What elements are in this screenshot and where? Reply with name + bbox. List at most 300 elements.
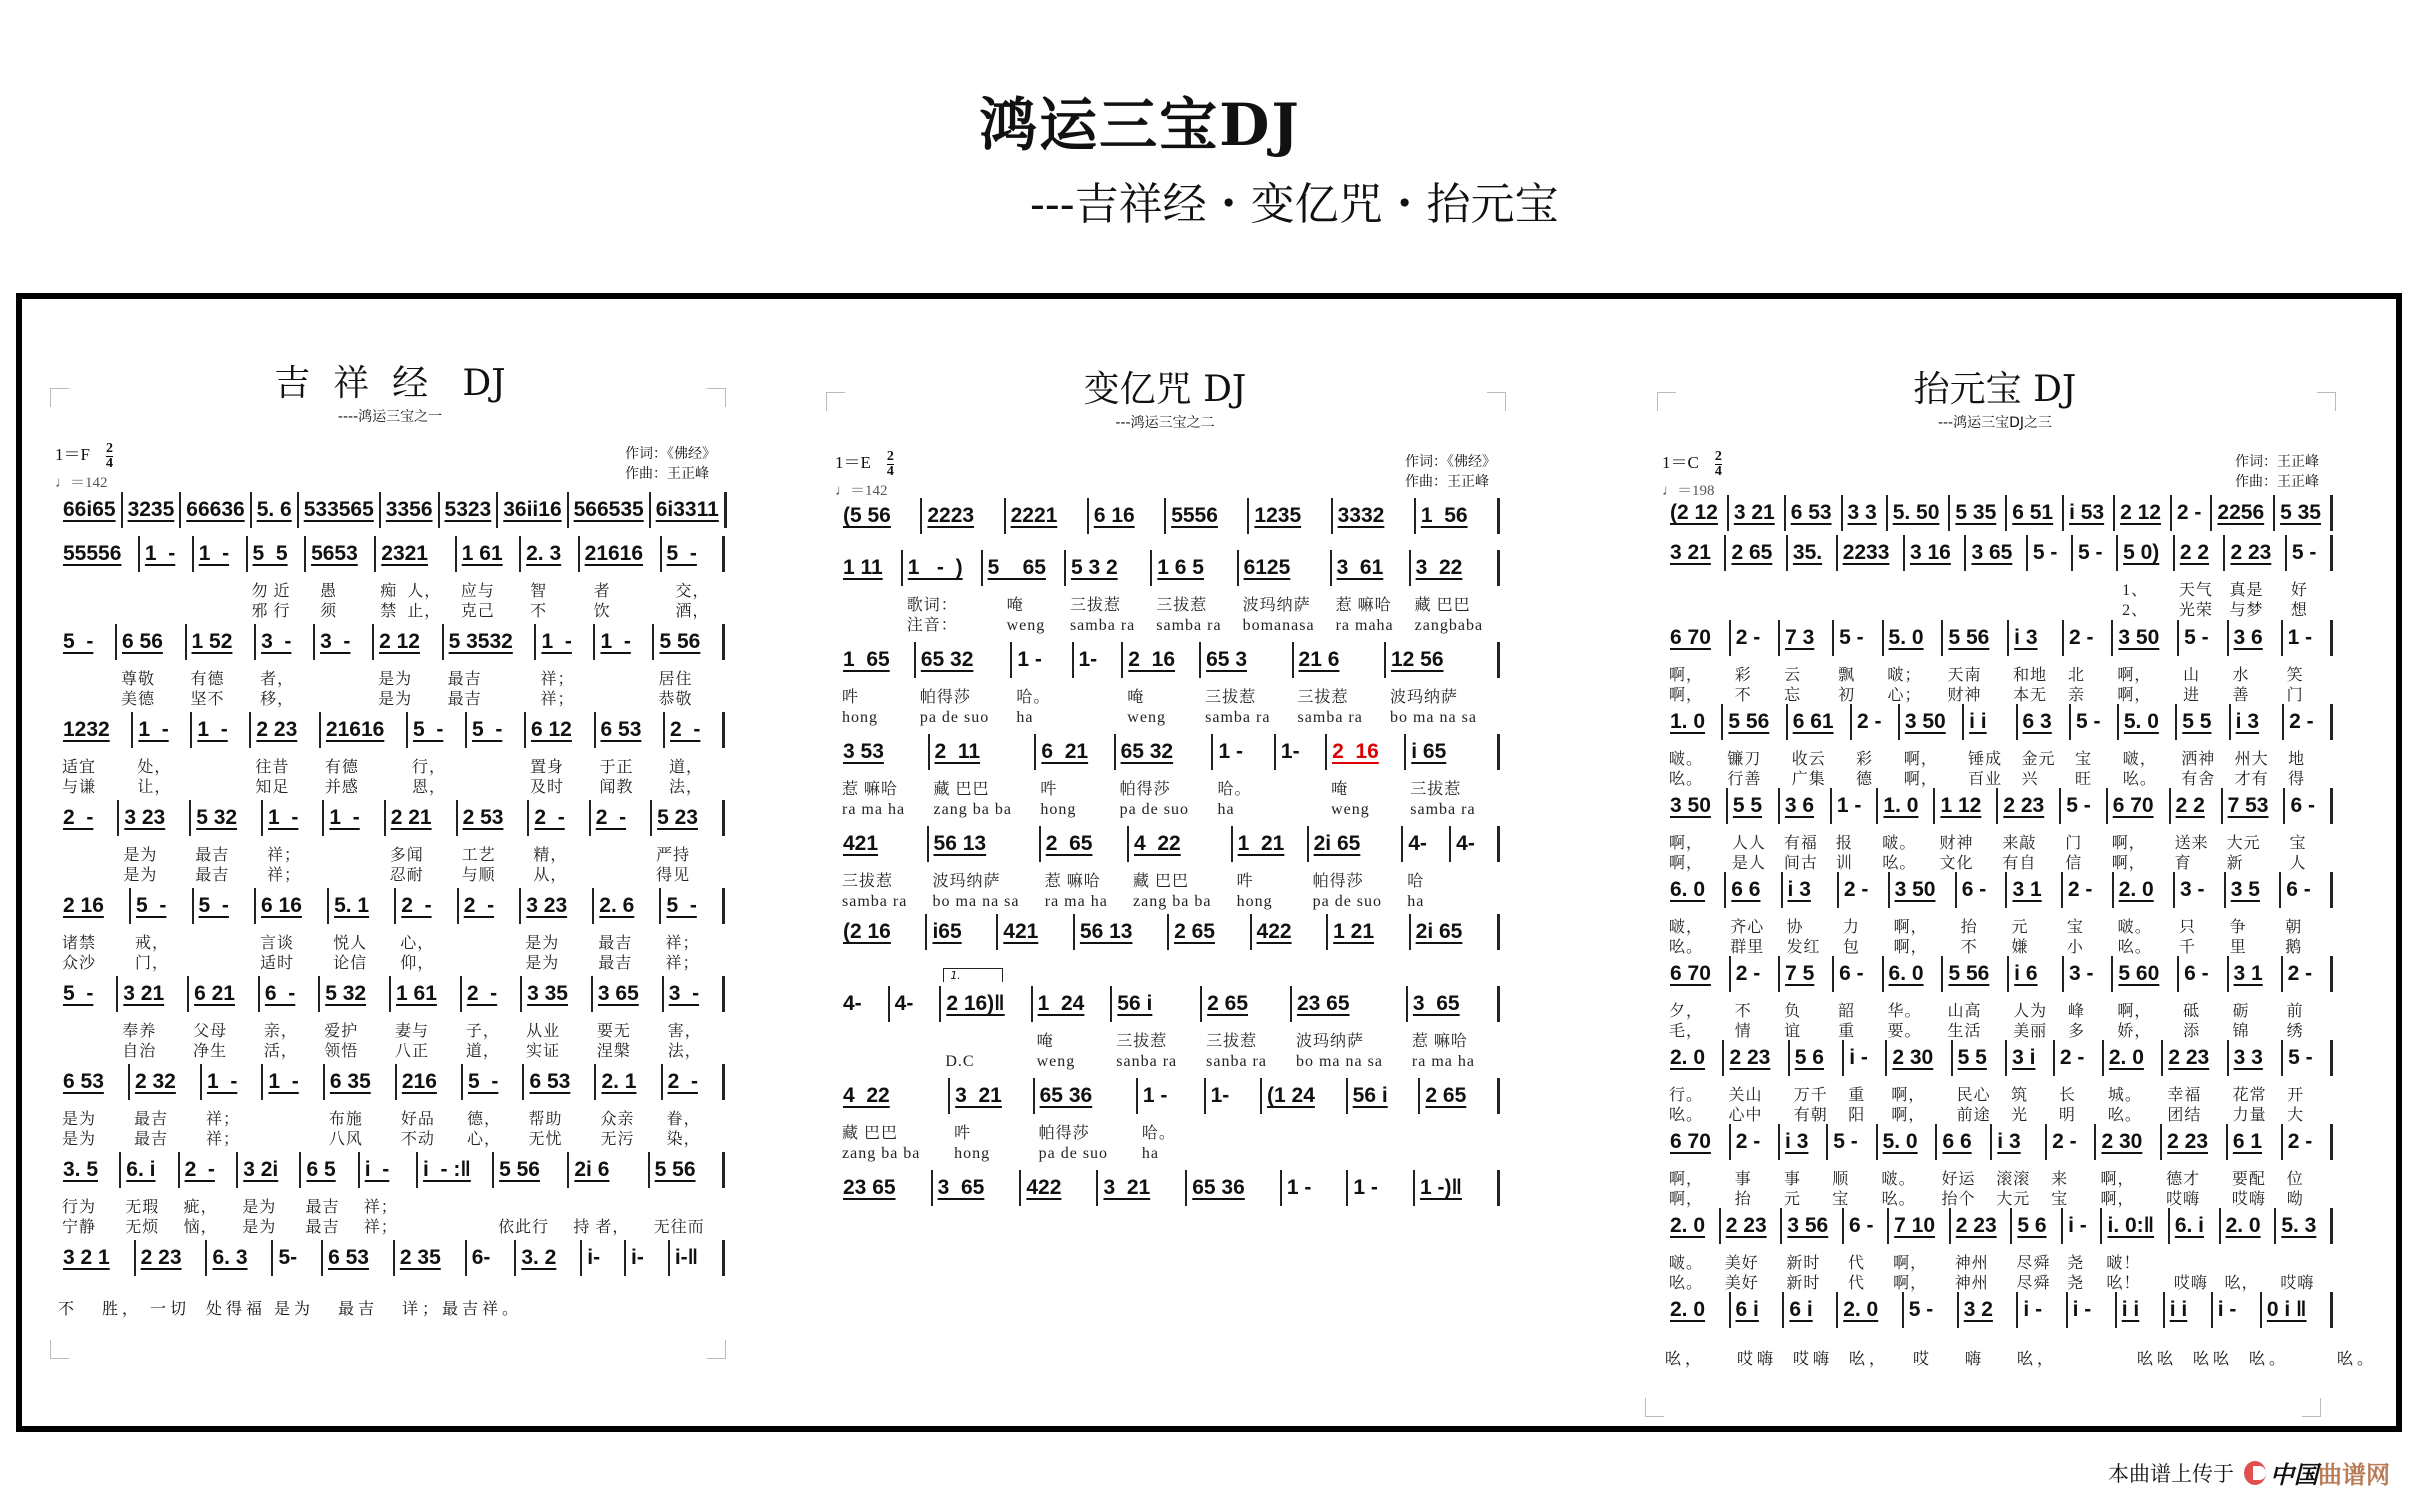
lyric-verse-1: 吽 xyxy=(954,1125,972,1142)
lyric-verse-1: 抬 xyxy=(1960,919,1978,936)
lyric-verse-1: 韶 xyxy=(1838,1003,1856,1020)
measure-notes xyxy=(2007,1040,2055,1076)
measure xyxy=(1420,1078,1500,1114)
note-group: 2 2 xyxy=(2175,794,2205,817)
lyric-verse-1: 笑 xyxy=(2286,667,2304,684)
measure-notes xyxy=(1731,956,1780,992)
lyric-verse-2: 饮 xyxy=(583,603,611,620)
measure xyxy=(2108,788,2171,874)
measure-notes xyxy=(2007,495,2064,531)
note-group: 1 65 xyxy=(843,648,890,671)
lyric-verse-1: 力 xyxy=(1842,919,1860,936)
measure-notes xyxy=(58,800,119,836)
measure-notes xyxy=(1780,956,1834,992)
measure-notes xyxy=(1665,1208,1721,1244)
lyric-verse-2: 吆。 xyxy=(2107,1107,2142,1124)
lyric-verse-2: hong xyxy=(1040,801,1077,818)
note-group: 3 2 xyxy=(1963,1298,1993,1321)
lyric-verse-2: 恼， xyxy=(183,1219,218,1236)
measure xyxy=(1262,1078,1348,1114)
measure-notes xyxy=(2009,956,2064,992)
measure-notes xyxy=(2212,495,2275,531)
note-group: 7 53 xyxy=(2227,794,2269,817)
measure xyxy=(2225,535,2286,621)
note-group: 5 56 xyxy=(1948,962,1990,985)
lyric-verse-2: 啊， xyxy=(1893,1275,1928,1292)
lyric-verse-2: 最吉 xyxy=(195,867,230,884)
note-group: 5 56 xyxy=(1728,710,1770,733)
measure xyxy=(582,1240,626,1276)
pinyin-label: 注音： xyxy=(906,617,958,634)
note-group: i - xyxy=(2072,1298,2092,1321)
lyric-verse-2: pa de suo xyxy=(1038,1145,1109,1162)
measure xyxy=(522,976,593,1062)
measure-notes xyxy=(2104,1040,2163,1076)
measure xyxy=(1206,1078,1262,1114)
measure-notes xyxy=(2028,535,2073,571)
measure-notes xyxy=(1729,495,1786,531)
lyric-verse-1: 哈。 xyxy=(1016,689,1051,706)
measure xyxy=(323,1240,395,1276)
measure xyxy=(591,800,652,836)
lyric-verse-2: 心中 xyxy=(1728,1107,1763,1124)
lyric-verse-1: 有福 xyxy=(1783,835,1818,852)
measure xyxy=(2165,1292,2213,1328)
lyric-verse-1: 害， xyxy=(667,1023,702,1040)
note-group: 2. 0 xyxy=(2225,1214,2261,1237)
measure-notes xyxy=(119,800,191,836)
measure-notes xyxy=(1665,495,1729,531)
measure-notes xyxy=(2009,620,2064,656)
measure xyxy=(2009,620,2064,706)
note-group: 3 65 xyxy=(1971,541,2013,564)
note-group: 6. 0 xyxy=(1888,962,1924,985)
measure-notes xyxy=(251,712,321,748)
measure xyxy=(1309,826,1404,912)
note-group: 1 - xyxy=(1218,740,1243,763)
note-group: 2 53 xyxy=(462,806,504,829)
lyric-verse-2: 众沙 xyxy=(62,955,97,972)
measure xyxy=(1006,498,1089,534)
lyric-verse-2: 是为 xyxy=(242,1219,277,1236)
lyric-verse-2: 新 xyxy=(2226,855,2244,872)
lyric-verse-2: 抬个 xyxy=(1941,1191,1976,1208)
measure-notes xyxy=(670,1240,725,1276)
lyric-verse-1: 协 xyxy=(1786,919,1804,936)
note-group: 2 - xyxy=(1735,1130,1761,1153)
measure xyxy=(1233,826,1309,912)
lyric-verse-2: 光荣 xyxy=(2178,602,2213,619)
measure xyxy=(1152,550,1238,636)
note-group: 3 50 xyxy=(1904,710,1946,733)
measure xyxy=(922,498,1005,534)
lyric-verse-1: 万千 xyxy=(1793,1087,1828,1104)
note-group: 3 21 xyxy=(1733,501,1775,524)
measure-notes xyxy=(1843,495,1888,531)
note-group: 5 - xyxy=(136,894,167,917)
measure xyxy=(315,624,374,660)
measure xyxy=(189,976,260,1062)
note-group: 2 23 xyxy=(2167,1130,2209,1153)
measure xyxy=(1731,620,1780,706)
measure xyxy=(58,536,140,572)
lyric-verse-2: 不 xyxy=(1960,939,1978,956)
measure xyxy=(1166,498,1249,534)
note-group: 5 5 xyxy=(2182,710,2212,733)
note-group: i 53 xyxy=(2069,501,2105,524)
measure-notes xyxy=(1276,734,1327,770)
measure-notes xyxy=(2283,620,2333,656)
measure xyxy=(408,712,467,798)
lyric-verse-1: 地 xyxy=(2288,751,2306,768)
measure-notes xyxy=(1411,914,1500,950)
lyric-verse-2: zang ba ba xyxy=(933,801,1012,818)
measure-notes xyxy=(256,888,329,924)
lyric-verse-1: 波玛纳萨 xyxy=(1389,689,1458,706)
measure-notes xyxy=(396,888,459,924)
note-group: 6. i xyxy=(2174,1214,2205,1237)
measure xyxy=(1888,495,1951,531)
measure-notes xyxy=(930,734,1037,770)
measure-notes xyxy=(838,1078,950,1114)
lyric-verse-2: 元 xyxy=(1784,1191,1802,1208)
lyric-verse-1: 朝 xyxy=(2285,919,2303,936)
measure xyxy=(1249,498,1332,534)
lyric-verse-2: 最吉 xyxy=(305,1219,340,1236)
lyric-verse-2: 祥； xyxy=(205,1131,240,1148)
note-group: 2 11 xyxy=(934,740,981,763)
lyric-verse-2: 里 xyxy=(2229,939,2247,956)
lyric-verse-2: 小 xyxy=(2066,939,2084,956)
note-group: 1 - xyxy=(329,806,360,829)
lyric-verse-2: 领悟 xyxy=(324,1043,359,1060)
lyric-verse-1: 帮助 xyxy=(528,1111,563,1128)
lyric-verse-2: 不 xyxy=(525,603,548,620)
measure xyxy=(929,826,1041,912)
measure-notes xyxy=(273,1240,323,1276)
measure xyxy=(1726,535,1787,571)
measure-notes xyxy=(664,976,725,1012)
lyric-verse-1: 元 xyxy=(2011,919,2029,936)
measure-notes xyxy=(838,986,890,1022)
measure xyxy=(1075,914,1169,950)
measure xyxy=(191,800,263,886)
lyric-verse-2: bo ma na sa xyxy=(1295,1053,1383,1070)
note-group: 2 23 xyxy=(1729,1046,1771,1069)
lyric-verse-1: 道， xyxy=(669,759,704,776)
measure xyxy=(58,624,117,660)
note-group: 66636 xyxy=(186,498,245,521)
measure-notes xyxy=(890,986,942,1022)
lyric-verse-1: 妻与 xyxy=(395,1023,430,1040)
measure xyxy=(1036,734,1115,820)
lyric-verse-2: 美德 xyxy=(121,691,156,708)
measure-notes xyxy=(1021,1170,1098,1206)
note-group: (1 24 xyxy=(1267,1084,1315,1107)
measure-notes xyxy=(1403,826,1451,862)
lyric-verse-2: 啊， xyxy=(1669,1191,1704,1208)
measure xyxy=(2229,620,2283,706)
measure xyxy=(1966,535,2027,571)
measure-notes xyxy=(2047,1124,2096,1160)
note-group: 6 70 xyxy=(1670,962,1711,985)
tempo-mark: ♩＝142 xyxy=(835,483,888,499)
lyric-verse-2: ha xyxy=(1016,709,1034,726)
note-group: 5 - xyxy=(2077,541,2103,564)
lyric-verse-1: 痴 人， xyxy=(380,583,442,600)
note-group: 21616 xyxy=(325,718,385,741)
lyric-verse-1: 云 xyxy=(1784,667,1802,684)
note-group: 5. 0 xyxy=(1882,1130,1918,1153)
measure xyxy=(136,1240,208,1276)
lyric-verse-2: 不动 xyxy=(400,1131,435,1148)
lyric-verse-2: 祥； xyxy=(540,691,575,708)
lyric-verse-2: 知足 xyxy=(255,779,290,796)
measure-notes xyxy=(1202,986,1292,1022)
measure-notes xyxy=(1239,550,1332,586)
measure xyxy=(663,1064,725,1150)
measure-notes xyxy=(1665,1040,1724,1076)
note-group: 3 50 xyxy=(1894,878,1936,901)
lyric-verse-1: 滚滚 xyxy=(1996,1171,2031,1188)
measure xyxy=(2064,956,2113,1042)
note-group: 2 - xyxy=(1735,626,1761,649)
measure xyxy=(950,1078,1034,1164)
note-group: 5 - xyxy=(198,894,229,917)
measure xyxy=(2114,872,2175,958)
site-logo[interactable] xyxy=(2244,1455,2390,1490)
measure xyxy=(1665,704,1723,790)
note-group: 1. 0 xyxy=(1883,794,1919,817)
note-group: 65 32 xyxy=(920,648,974,671)
measure xyxy=(1959,1292,2019,1328)
measure-notes xyxy=(123,492,182,528)
measure-notes xyxy=(2213,1292,2262,1328)
measure xyxy=(1282,1170,1349,1206)
measure xyxy=(2212,495,2275,531)
measure-notes xyxy=(1066,550,1152,586)
measure-notes xyxy=(2115,495,2172,531)
measure-notes xyxy=(323,1240,395,1276)
measure xyxy=(1951,1208,2013,1294)
note-group: i - xyxy=(2068,1214,2087,1237)
measure-notes xyxy=(58,1064,130,1100)
measure-notes xyxy=(1416,498,1500,534)
measure xyxy=(2073,535,2118,571)
lyric-verse-1: 子， xyxy=(465,1023,500,1040)
lyric-verse-1: 民心 xyxy=(1956,1087,1991,1104)
tempo-mark: ♩＝142 xyxy=(55,475,108,491)
measure xyxy=(593,976,664,1062)
score-row xyxy=(1665,1208,2333,1294)
lyric-verse-2: 美丽 xyxy=(2013,1023,2048,1040)
measure xyxy=(2007,872,2062,958)
measure-notes xyxy=(1828,1124,1877,1160)
lyric-verse-1: 1、 xyxy=(2122,582,2149,599)
note-group: 5 - xyxy=(1839,626,1864,649)
score-row xyxy=(58,800,725,886)
measure xyxy=(2284,704,2333,790)
measure xyxy=(2229,1040,2283,1126)
key-signature xyxy=(1662,448,1722,479)
lyric-verse-1: 宝 xyxy=(2289,835,2307,852)
lyric-verse-1: 祥； xyxy=(540,671,575,688)
measure-notes xyxy=(58,492,123,528)
measure xyxy=(2175,872,2226,958)
measure xyxy=(2096,1124,2162,1210)
note-group: 6 61 xyxy=(1792,710,1834,733)
measure-notes xyxy=(440,492,499,528)
lyric-verse-1: 砥 xyxy=(2183,1003,2201,1020)
measure xyxy=(1252,914,1329,950)
note-group: 3 - xyxy=(668,982,700,1005)
measure xyxy=(2055,1040,2104,1126)
note-group: 1 21 xyxy=(1333,920,1375,943)
note-group: 2i 65 xyxy=(1313,832,1361,855)
lyric-verse-2: 添 xyxy=(2183,1023,2201,1040)
lyric-verse-2: 忍耐 xyxy=(389,867,424,884)
measure-notes xyxy=(498,492,568,528)
lyric-verse-1: 往昔 xyxy=(255,759,290,776)
measure xyxy=(654,624,725,710)
note-group: 5 - xyxy=(471,718,503,741)
lyric-verse-2: ra ma ha xyxy=(1044,893,1108,910)
lyric-verse-1: 啊， xyxy=(1893,1255,1928,1272)
lyric-verse-1: 布施 xyxy=(328,1111,363,1128)
measure xyxy=(2118,535,2175,621)
measure xyxy=(467,712,526,748)
note-group: 5 - xyxy=(666,542,697,565)
measure xyxy=(651,492,727,528)
note-group: 2 2 xyxy=(2179,541,2210,564)
note-group: 2. 1 xyxy=(601,1070,637,1093)
score-row xyxy=(58,712,725,798)
measure xyxy=(2113,956,2179,1042)
lyric-verse-2: 活， xyxy=(263,1043,298,1060)
measure xyxy=(58,800,119,836)
song-subtitle: ---鸿运三宝DJ之三 xyxy=(1937,415,2053,431)
lyric-verse-2: 从， xyxy=(533,867,568,884)
measure xyxy=(1665,535,1726,571)
measure-notes xyxy=(838,734,930,770)
lyric-verse-1: 工艺 xyxy=(461,847,496,864)
note-group: 1 - xyxy=(541,630,572,653)
measure xyxy=(1348,1170,1415,1206)
lyric-verse-1: 帕得莎 xyxy=(1312,873,1364,890)
measure-notes xyxy=(1665,1124,1731,1160)
measure xyxy=(1783,872,1839,958)
lyric-verse-2: 邪 行 xyxy=(251,603,291,620)
footer-text: 本曲谱上传于 xyxy=(2108,1461,2234,1486)
measure xyxy=(2177,704,2230,790)
measure xyxy=(661,888,725,974)
measure xyxy=(2170,1208,2221,1294)
lyric-verse-2: 文化 xyxy=(1939,855,1974,872)
lyric-verse-1: 镰刀 xyxy=(1727,751,1762,768)
measure-notes xyxy=(2071,704,2119,740)
note-group: 2 - xyxy=(63,806,94,829)
measure-notes xyxy=(1992,1124,2047,1160)
note-group: 5 - xyxy=(1908,1298,1934,1321)
measure xyxy=(2064,495,2115,531)
lyric-verse-1: 惹 嘛哈 xyxy=(842,781,899,798)
lyric-verse-1: 锤成 xyxy=(1968,751,2003,768)
measure-notes xyxy=(130,1064,202,1100)
measure xyxy=(494,1152,569,1238)
lyric-verse-1: 最吉 xyxy=(133,1111,168,1128)
lyric-verse-2: 吆！ xyxy=(2106,1275,2141,1292)
measure xyxy=(202,1064,263,1150)
measure-notes xyxy=(2118,535,2175,571)
note-group: 6 - xyxy=(1961,878,1987,901)
measure xyxy=(360,1152,418,1238)
note-group: 2 16)‖ xyxy=(946,992,1005,1015)
measure-notes xyxy=(1213,734,1275,770)
lyric-verse-1: 者 xyxy=(583,583,611,600)
lyric-verse-2: 娇， xyxy=(2117,1023,2152,1040)
measure-notes xyxy=(2113,620,2179,656)
lyric-verse-2: 团结 xyxy=(2167,1107,2202,1124)
measure-notes xyxy=(181,492,251,528)
note-group: 2233 xyxy=(1842,541,1890,564)
measure xyxy=(263,1064,324,1100)
measure xyxy=(521,888,594,974)
lyric-verse-1: 有德 xyxy=(190,671,225,688)
measure-notes xyxy=(458,800,530,836)
measure xyxy=(1187,1170,1282,1206)
lyric-verse-2: 行善 xyxy=(1727,771,1762,788)
note-group: i - xyxy=(2217,1298,2237,1321)
lyric-verse-1: 奉养 xyxy=(122,1023,157,1040)
lyric-verse-1: 事 xyxy=(1734,1171,1752,1188)
lyric-verse-1: 前 xyxy=(2286,1003,2304,1020)
lyric-verse-1: 三拔惹 xyxy=(1156,597,1208,614)
time-signature xyxy=(887,450,894,479)
note-group: 5- xyxy=(278,1246,298,1269)
lyric-verse-2: 祥； xyxy=(267,867,302,884)
measure xyxy=(1953,1040,2007,1126)
lyric-verse-1: 啵， xyxy=(2122,751,2157,768)
note-group: 3 23 xyxy=(526,894,568,917)
note-group: 3 35 xyxy=(527,982,568,1005)
measure-notes xyxy=(58,888,131,924)
lyric-verse-1: 吽 xyxy=(1040,781,1058,798)
measure xyxy=(941,969,1032,1072)
measure xyxy=(58,888,131,974)
note-group: 2223 xyxy=(927,504,975,527)
note-group: 2. 0 xyxy=(1670,1298,1706,1321)
measure xyxy=(1726,872,1782,958)
measure-notes xyxy=(1292,986,1408,1022)
lyric-verse-2: samba ra xyxy=(1205,709,1271,726)
measure-notes xyxy=(1998,788,2061,824)
measure xyxy=(1035,1078,1138,1164)
measure-notes xyxy=(1786,495,1843,531)
measure-notes xyxy=(1041,826,1129,862)
lyric-verse-1: 顺 xyxy=(1832,1171,1850,1188)
measure xyxy=(1332,550,1411,636)
lyric-verse-2: 光 xyxy=(2011,1107,2029,1124)
measure xyxy=(130,1064,202,1150)
lyric-verse-2: 克己 xyxy=(460,603,495,620)
song-title: 抬元宝 DJ xyxy=(1913,369,2077,410)
note-group: 5 - xyxy=(2184,626,2209,649)
measure xyxy=(260,976,320,1062)
lyric-verse-2: 包 xyxy=(1842,939,1860,956)
measure xyxy=(1406,734,1500,820)
note-group: 2 - xyxy=(2069,626,2094,649)
score-row xyxy=(58,1240,725,1276)
